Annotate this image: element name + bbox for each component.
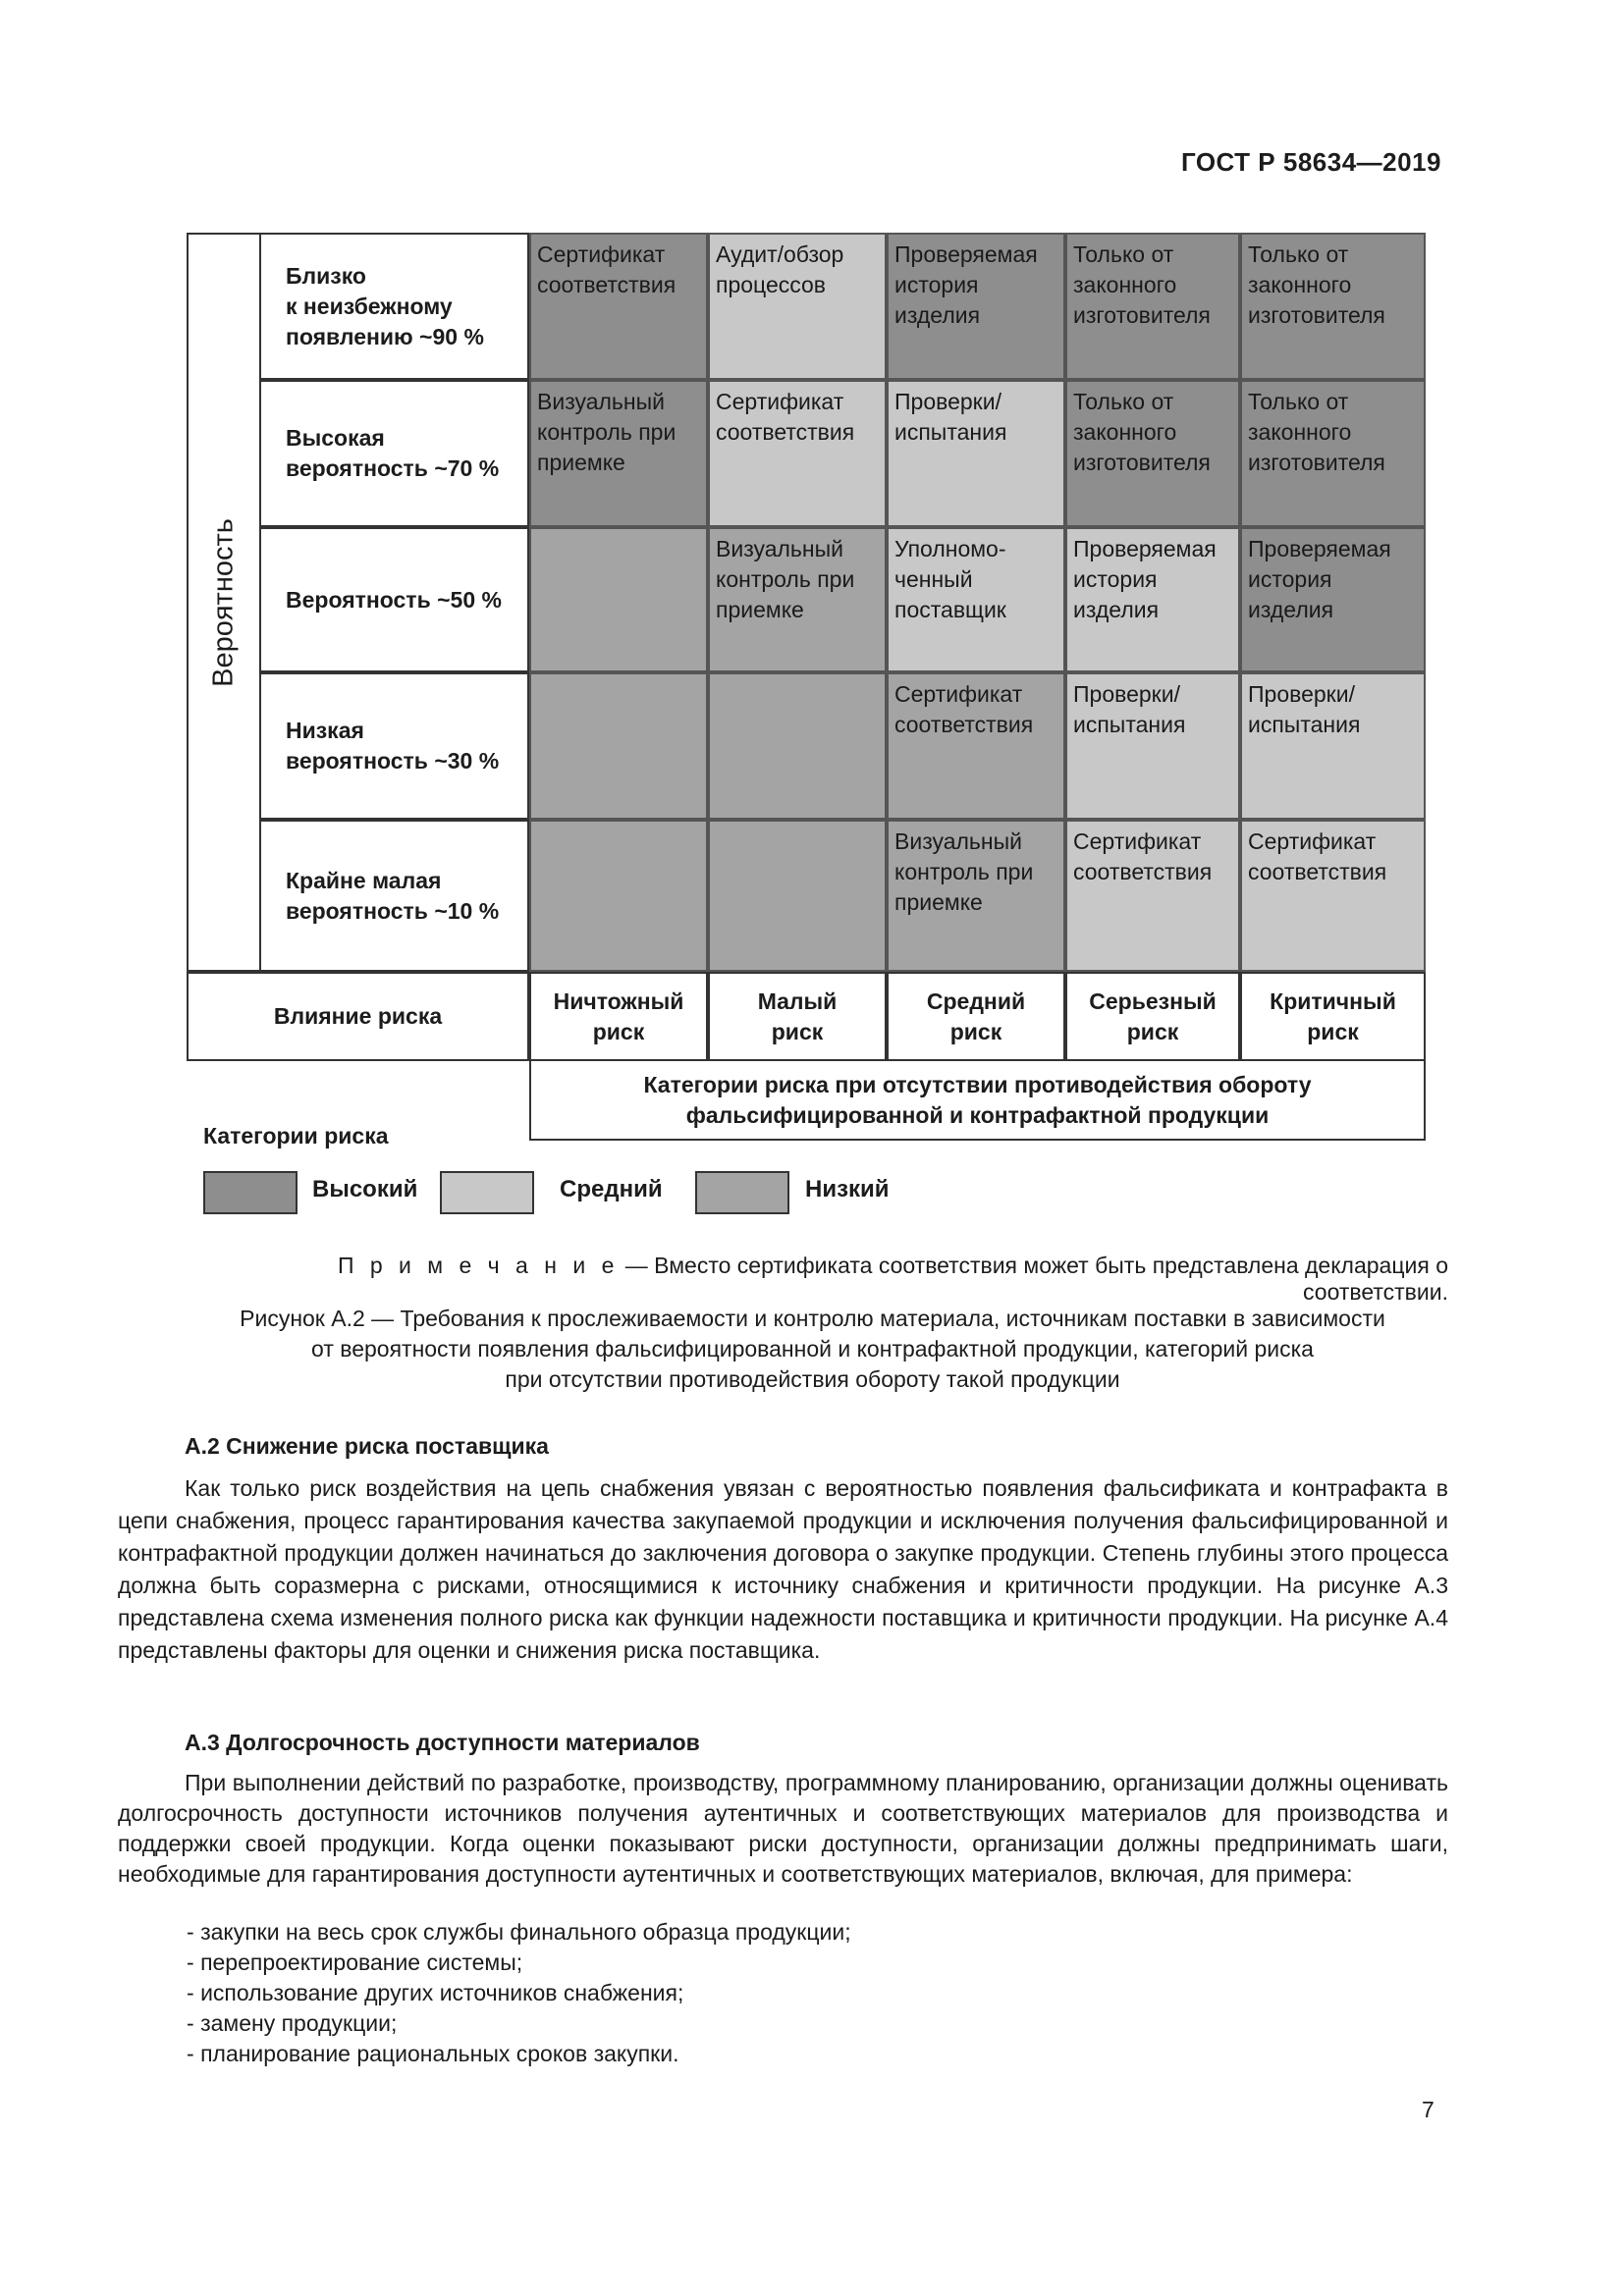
measures-list — [187, 1917, 851, 2069]
matrix-cell: Сертификат соответствия — [1065, 820, 1240, 972]
legend-label: Высокий — [312, 1176, 418, 1202]
matrix-cell: Проверяемая история изделия — [1065, 527, 1240, 672]
section-a3-heading: А.3 Долгосрочность доступности материалов — [185, 1730, 700, 1755]
caption-line: от вероятности появления фальсифицированной и контрафактной продукции, категорий риска — [311, 1336, 1314, 1362]
probability-axis — [187, 233, 259, 972]
matrix-cell: Аудит/обзор процессов — [708, 233, 887, 380]
matrix-cell: Визуальный контроль при приемке — [708, 527, 887, 672]
probability-row-label: Низкая вероятность ~30 % — [259, 672, 529, 820]
matrix-cell: Проверки/ испытания — [887, 380, 1065, 527]
impact-level: Малый риск — [708, 972, 887, 1061]
matrix-cell: Сертификат соответствия — [708, 380, 887, 527]
matrix-cell: Сертификат соответствия — [1240, 820, 1426, 972]
caption-line: Рисунок А.2 — Требования к прослеживаемости и контролю материала, источникам поставки в зависимости — [240, 1306, 1385, 1331]
impact-level: Средний риск — [887, 972, 1065, 1061]
risk-matrix-figure — [187, 233, 1426, 1141]
list-item: - перепроектирование системы; — [187, 1948, 851, 1978]
matrix-cell: Визуальный контроль при приемке — [887, 820, 1065, 972]
caption-line: при отсутствии противодействия обороту такой продукции — [505, 1366, 1120, 1392]
matrix-cell — [529, 527, 708, 672]
probability-row-label: Близко к неизбежному появлению ~90 % — [259, 233, 529, 380]
impact-level: Критичный риск — [1240, 972, 1426, 1061]
section-a2-body — [118, 1472, 1448, 1667]
list-item: - закупки на весь срок службы финального образца продукции; — [187, 1917, 851, 1948]
matrix-cell: Проверяемая история изделия — [1240, 527, 1426, 672]
list-item: - планирование рациональных сроков закупки. — [187, 2039, 851, 2069]
matrix-cell: Визуальный контроль при приемке — [529, 380, 708, 527]
legend-label: Низкий — [805, 1176, 890, 1202]
figure-note — [187, 1253, 1448, 1306]
legend-swatch — [440, 1171, 534, 1214]
document-code: ГОСТ Р 58634—2019 — [1180, 147, 1441, 177]
probability-row-label: Высокая вероятность ~70 % — [259, 380, 529, 527]
probability-row-label: Вероятность ~50 % — [259, 527, 529, 672]
matrix-cell — [529, 672, 708, 820]
note-prefix: П р и м е ч а н и е — [337, 1253, 620, 1278]
matrix-cell: Проверяемая история изделия — [887, 233, 1065, 380]
section-a3-paragraph: При выполнении действий по разработке, производству, программному планированию, организации должны оценивать долгосрочность доступности источников получения аутентичных и соответствующих материалов для производства и поддержки своей продукции. Когда оценки показывают риски доступности, организации должны предпринимать шаги, необходимые для гарантирования доступности аутентичных и соответствующих материалов, включая, для примера: — [118, 1770, 1448, 1887]
impact-level: Серьезный риск — [1065, 972, 1240, 1061]
matrix-cell — [529, 820, 708, 972]
legend-swatch — [695, 1171, 789, 1214]
list-item: - замену продукции; — [187, 2008, 851, 2039]
page-number: 7 — [1422, 2097, 1435, 2122]
legend-swatch — [203, 1171, 298, 1214]
matrix-cell: Уполномо- ченный поставщик — [887, 527, 1065, 672]
legend-title: Категории риска — [203, 1123, 389, 1148]
matrix-cell — [708, 672, 887, 820]
legend-label: Средний — [560, 1176, 663, 1202]
matrix-cell: Сертификат соответствия — [529, 233, 708, 380]
risk-categories-caption: Категории риска при отсутствии противодействия обороту фальсифицированной и контрафактной продукции — [529, 1061, 1426, 1141]
section-a3-body — [118, 1768, 1448, 1890]
section-a2-heading: А.2 Снижение риска поставщика — [185, 1433, 549, 1459]
impact-level: Ничтожный риск — [529, 972, 708, 1061]
matrix-cell: Только от законного изготовителя — [1065, 380, 1240, 527]
matrix-cell: Только от законного изготовителя — [1065, 233, 1240, 380]
matrix-cell — [708, 820, 887, 972]
note-text: — Вместо сертификата соответствия может быть представлена декларация о соответствии. — [619, 1253, 1448, 1305]
list-item: - использование других источников снабжения; — [187, 1978, 851, 2008]
probability-axis-label: Вероятность — [207, 517, 240, 687]
matrix-cell: Проверки/ испытания — [1240, 672, 1426, 820]
matrix-cell: Сертификат соответствия — [887, 672, 1065, 820]
impact-label: Влияние риска — [187, 972, 529, 1061]
figure-caption — [118, 1304, 1507, 1395]
section-a2-paragraph: Как только риск воздействия на цепь снабжения увязан с вероятностью появления фальсификата и контрафакта в цепи снабжения, процесс гарантирования качества закупаемой продукции и исключения получения фальсифицированной и контрафактной продукции должен начинаться до заключения договора о закупке продукции. Степень глубины этого процесса должна быть соразмерна с рисками, относящимися к источнику снабжения и критичности продукции. На рисунке А.3 представлена схема изменения полного риска как функции надежности поставщика и критичности продукции. На рисунке А.4 представлены факторы для оценки и снижения риска поставщика. — [118, 1475, 1448, 1663]
matrix-cell: Только от законного изготовителя — [1240, 233, 1426, 380]
matrix-cell: Только от законного изготовителя — [1240, 380, 1426, 527]
matrix-cell: Проверки/ испытания — [1065, 672, 1240, 820]
probability-row-label: Крайне малая вероятность ~10 % — [259, 820, 529, 972]
